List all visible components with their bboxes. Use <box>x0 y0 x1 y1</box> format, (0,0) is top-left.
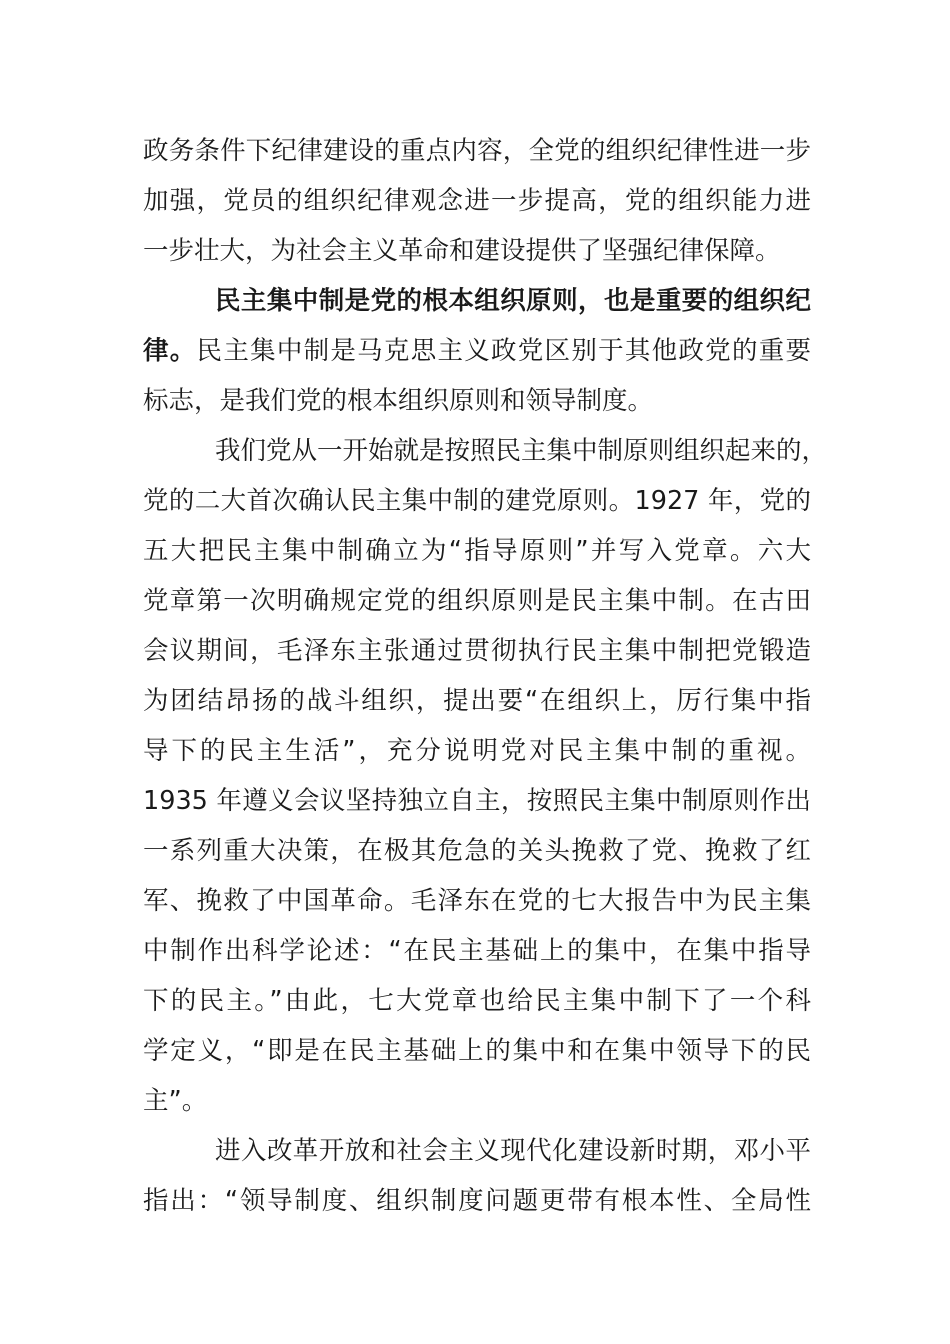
text-line: 下的民主。”由此，七大党章也给民主集中制下了一个科 <box>143 986 811 1016</box>
text-line: 进入改革开放和社会主义现代化建设新时期，邓小平 <box>215 1136 811 1166</box>
text-line: 党的二大首次确认民主集中制的建党原则。1927 年，党的 <box>143 486 811 516</box>
text-line: 学定义，“即是在民主基础上的集中和在集中领导下的民 <box>143 1036 811 1066</box>
text-line: 主”。 <box>143 1086 208 1116</box>
bold-heading-tail: 律。 <box>143 336 197 366</box>
text-line: 标志，是我们党的根本组织原则和领导制度。 <box>143 386 654 416</box>
text-line: 我们党从一开始就是按照民主集中制原则组织起来的， <box>215 436 828 466</box>
text-line: 中制作出科学论述：“在民主基础上的集中，在集中指导 <box>143 936 811 966</box>
text-line: 指出：“领导制度、组织制度问题更带有根本性、全局性 <box>143 1186 811 1216</box>
text-span: 民主集中制是马克思主义政党区别于其他政党的重要 <box>196 336 811 366</box>
bold-heading-line: 民主集中制是党的根本组织原则，也是重要的组织纪 <box>215 286 811 316</box>
text-line: 会议期间，毛泽东主张通过贯彻执行民主集中制把党锻造 <box>143 636 811 666</box>
text-line: 导下的民主生活”，充分说明党对民主集中制的重视。 <box>143 736 811 766</box>
text-line: 加强，党员的组织纪律观念进一步提高，党的组织能力进 <box>143 186 811 216</box>
text-line: 党章第一次明确规定党的组织原则是民主集中制。在古田 <box>143 586 811 616</box>
text-line: 一系列重大决策，在极其危急的关头挽救了党、挽救了红 <box>143 836 811 866</box>
text-line: 军、挽救了中国革命。毛泽东在党的七大报告中为民主集 <box>143 886 811 916</box>
text-line: 1935 年遵义会议坚持独立自主，按照民主集中制原则作出 <box>143 786 811 816</box>
text-line: 一步壮大，为社会主义革命和建设提供了坚强纪律保障。 <box>143 236 781 266</box>
text-line: 为团结昂扬的战斗组织，提出要“在组织上，厉行集中指 <box>143 686 811 716</box>
text-line-mixed <box>143 326 811 376</box>
text-line: 政务条件下纪律建设的重点内容，全党的组织纪律性进一步 <box>143 136 811 166</box>
text-line: 五大把民主集中制确立为“指导原则”并写入党章。六大 <box>143 536 811 566</box>
